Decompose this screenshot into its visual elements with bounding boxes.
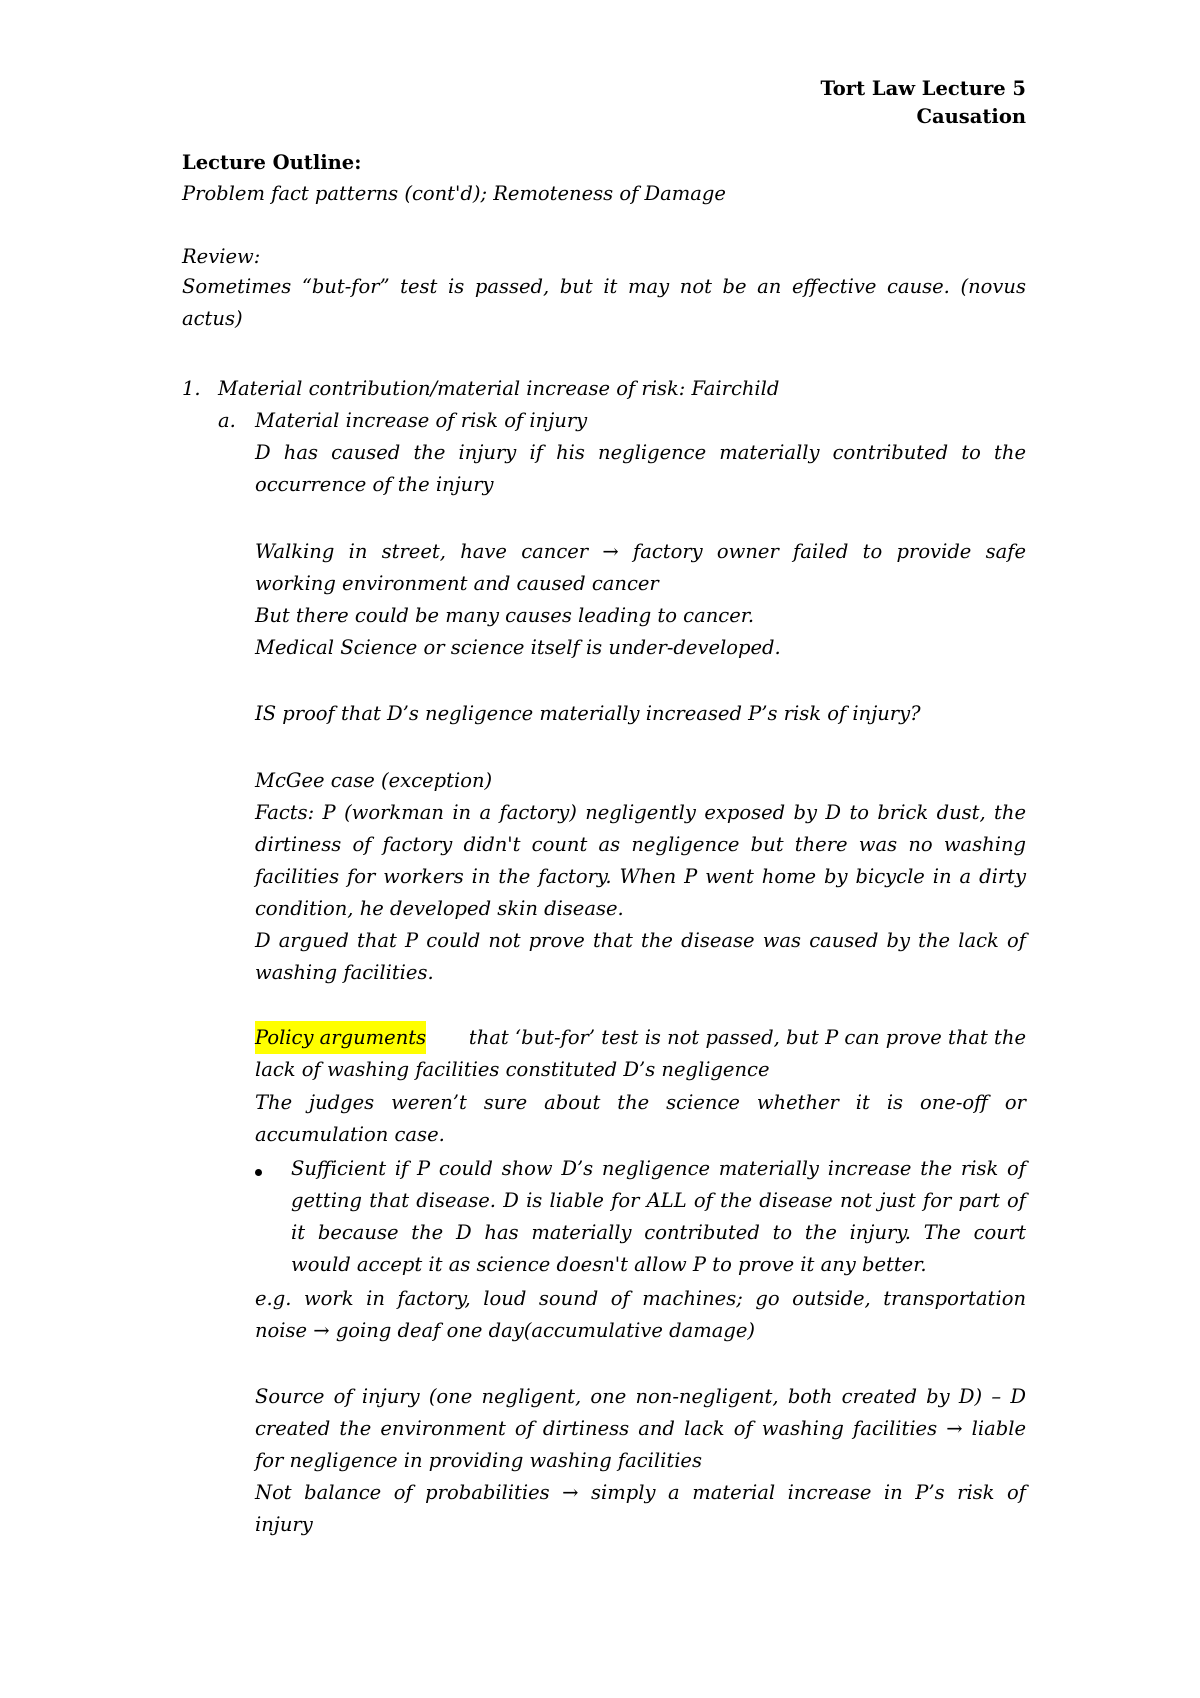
text-line: D argued that P could not prove that the disease was caused by the lack of [255,929,1026,952]
bullet-line: would accept it as science doesn't allow P to prove it any better. [291,1253,927,1276]
bullet-line: getting that disease. D is liable for ALL of the disease not just for part of [291,1189,1026,1212]
bullet-line: Sufficient if P could show D’s negligence materially increase the risk of [291,1157,1026,1180]
header-title: Tort Law Lecture 5 [820,77,1026,100]
text-line: accumulation case. [255,1123,445,1146]
text-line: washing facilities. [255,961,434,984]
outline-subtitle: Problem fact patterns (cont'd); Remoteness of Damage [182,182,726,205]
text-line: D has caused the injury if his negligence materially contributed to the [255,441,1026,464]
text-line: for negligence in providing washing facilities [255,1449,702,1472]
review-label: Review: [182,245,261,268]
text-line: occurrence of the injury [255,473,494,496]
text-span: that ‘but-for’ test is not passed, but P can prove that the [468,1026,1026,1049]
bullet-icon [255,1169,262,1176]
bullet-line: it because the D has materially contributed to the injury. The court [291,1221,1026,1244]
text-line: working environment and caused cancer [255,572,659,595]
question-line: IS proof that D’s negligence materially increased P’s risk of injury? [255,702,921,725]
list-item-title: Material contribution/material increase of risk: Fairchild [218,377,780,400]
case-title: McGee case (exception) [255,769,493,792]
sublist-letter: a. [218,409,236,432]
review-line: actus) [182,307,243,330]
policy-line [255,1021,1026,1054]
text-line: lack of washing facilities constituted D’s negligence [255,1058,770,1081]
text-line: Medical Science or science itself is under-developed. [255,636,781,659]
text-line: But there could be many causes leading to cancer. [255,604,755,627]
text-line: Walking in street, have cancer → factory owner failed to provide safe [255,540,1026,563]
text-line: The judges weren’t sure about the science whether it is one-off or [255,1091,1026,1114]
text-line: dirtiness of factory didn't count as negligence but there was no washing [255,833,1026,856]
review-line: Sometimes “but-for” test is passed, but it may not be an effective cause. (novus [182,275,1026,298]
text-line: injury [255,1513,313,1536]
text-line: condition, he developed skin disease. [255,897,624,920]
text-line: Facts: P (workman in a factory) negligently exposed by D to brick dust, the [255,801,1026,824]
text-line: e.g. work in factory, loud sound of machines; go outside, transportation [255,1287,1026,1310]
text-line: noise → going deaf one day(accumulative damage) [255,1319,755,1342]
highlighted-text: Policy arguments [255,1021,426,1054]
text-line: facilities for workers in the factory. When P went home by bicycle in a dirty [255,865,1026,888]
text-line: created the environment of dirtiness and lack of washing facilities → liable [255,1417,1026,1440]
text-line: Source of injury (one negligent, one non-negligent, both created by D) – D [255,1385,1026,1408]
text-line: Not balance of probabilities → simply a material increase in P’s risk of [255,1481,1026,1504]
sublist-title: Material increase of risk of injury [255,409,588,432]
list-number: 1. [182,377,201,400]
outline-heading: Lecture Outline: [182,151,362,174]
header-subtitle: Causation [916,105,1026,128]
